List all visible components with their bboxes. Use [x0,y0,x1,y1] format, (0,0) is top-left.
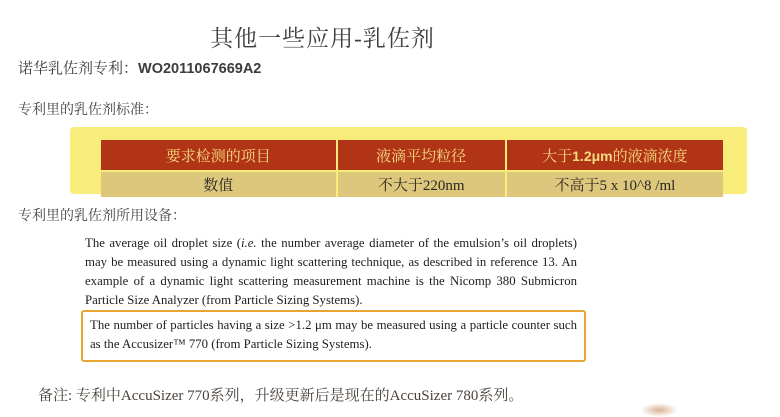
patent-line [18,57,261,78]
page-title: 其他一些应用-乳佐剂 [210,26,435,51]
value-cell-avg-size: 不大于220nm [338,172,507,197]
header3-post: 的液滴浓度 [612,148,688,165]
paragraph1-part1: The average oil droplet size ( [85,236,241,250]
equipment-section-label: 专利里的乳佐剂所用设备： [18,209,186,224]
header3-pre: 大于 [542,148,573,165]
cropped-bottom-shape [640,403,678,417]
equipment-paragraph-1 [85,234,577,310]
equipment-paragraph-2-box [81,310,586,362]
table-header-row [101,140,723,170]
note-line: 备注: 专利中AccuSizer 770系列，升级更新后是现在的AccuSizer 780系列。 [38,388,524,404]
paragraph1-italic-ie: i.e. [241,236,257,250]
patent-label: 诺华乳佐剂专利： [18,61,139,77]
equipment-paragraph-2: The number of particles having a size >1.2 μm may be measured using a particle counter such as the Accusizer™ 770 (from Particle Sizing Systems). [90,318,577,351]
standards-section-label: 专利里的乳佐剂标准： [18,103,158,118]
header-cell-avg-size: 液滴平均粒径 [338,140,507,170]
value-cell-concentration: 不高于5 x 10^8 /ml [507,172,723,197]
standards-table [101,138,723,199]
header-cell-item: 要求检测的项目 [101,140,338,170]
table-value-row [101,172,723,197]
header-cell-concentration [507,140,723,170]
paragraph1-part2: the number average diameter of the emulsion’s oil droplets) may be measured using a dynamic light scattering technique, as described in reference 13. An example of a dynamic light scattering measurement machine is the Nicomp 380 Submicron Particle Size Analyzer (from Particle Sizing Systems). [85,236,577,307]
value-cell-label: 数值 [101,172,338,197]
patent-number: WO2011067669A2 [138,61,262,77]
table-highlight-band [70,127,747,194]
header3-bold: 1.2μm [572,147,613,164]
